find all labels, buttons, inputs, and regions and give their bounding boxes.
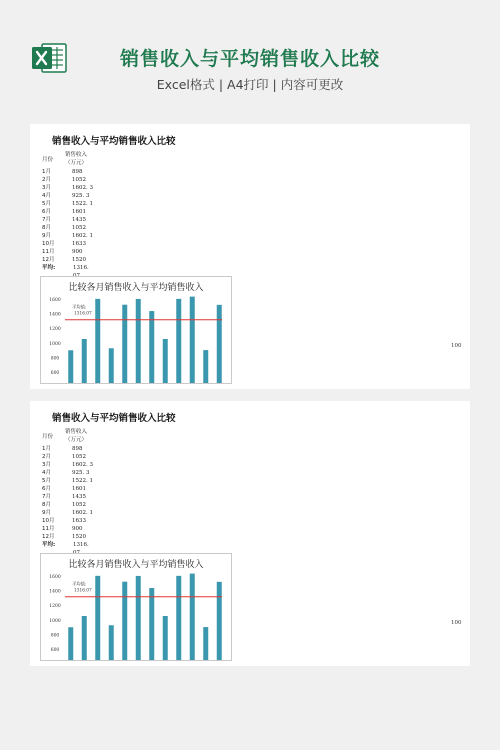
month-cell: 3月 [42,185,51,191]
revenue-cell: 898 [72,169,83,175]
bar [109,625,114,660]
revenue-cell: 1602. 3 [72,185,93,191]
y-tick-label: 800 [50,356,60,362]
month-cell: 5月 [42,201,51,207]
table-row [42,533,94,541]
y-tick-label: 1400 [49,312,61,318]
table-row [42,501,94,509]
month-cell: 8月 [42,225,51,231]
column-header-revenue: 销售收入（万元） [64,152,87,166]
month-cell: 6月 [42,209,51,215]
revenue-cell: 900 [72,526,83,532]
table-row [42,509,94,517]
side-number: 100 [451,620,462,626]
sheet-title: 销售收入与平均销售收入比较 [52,413,176,424]
chart-title: 比较各月销售收入与平均销售收入 [68,283,204,293]
month-cell: 10月 [42,518,55,524]
page-header [0,0,500,110]
month-cell: 8月 [42,502,51,508]
month-cell: 2月 [42,454,51,460]
table-row [42,469,94,477]
chart-title: 比较各月销售收入与平均销售收入 [68,560,204,570]
revenue-cell: 1052 [72,225,86,231]
month-cell: 5月 [42,478,51,484]
revenue-cell: 1052 [72,177,86,183]
bar-chart [40,553,232,661]
column-header-month: 月份 [42,157,54,163]
month-cell: 1月 [42,169,51,175]
table-row [42,256,94,264]
revenue-cell: 1633 [72,241,86,247]
month-cell: 2月 [42,177,51,183]
table-row [42,168,94,176]
bar [176,576,181,660]
revenue-cell: 1633 [72,518,86,524]
month-cell: 4月 [42,470,51,476]
table-row [42,208,94,216]
bar [163,339,168,383]
bar [68,350,73,383]
average-value: 1316. [73,542,89,548]
revenue-cell: 1520 [72,257,86,263]
revenue-cell: 1520 [72,534,86,540]
table-row [42,216,94,224]
bar [190,574,195,660]
table-row [42,461,94,469]
page-subtitle: Excel格式 | A4打印 | 内容可更改 [156,77,344,92]
average-label: 平均: [42,542,56,548]
month-cell: 1月 [42,446,51,452]
revenue-cell: 1602. 3 [72,462,93,468]
average-row [42,541,94,549]
y-tick-label: 600 [50,371,60,376]
y-tick-label: 1400 [49,589,61,595]
table-row [42,232,94,240]
month-cell: 9月 [42,233,51,239]
chart-svg [41,554,231,660]
y-tick-label: 800 [50,633,60,639]
month-cell: 12月 [42,257,55,263]
bar [203,627,208,660]
revenue-cell: 1435 [72,494,86,500]
revenue-cell: 1602. 1 [72,510,93,516]
table-row [42,184,94,192]
month-cell: 4月 [42,193,51,199]
average-line-label: 平均值: [72,582,87,588]
revenue-cell: 1052 [72,454,86,460]
average-line-value: 1316.07 [74,311,92,317]
average-line-label: 平均值: [72,305,87,311]
revenue-cell: 925. 3 [72,193,90,199]
bar [190,297,195,383]
average-value: 1316. [73,265,89,271]
revenue-cell: 1435 [72,217,86,223]
revenue-cell: 1522. 1 [72,478,93,484]
revenue-cell: 900 [72,249,83,255]
bar [122,305,127,383]
bar [149,588,154,660]
table-row [42,176,94,184]
month-cell: 6月 [42,486,51,492]
table-row [42,517,94,525]
month-cell: 9月 [42,510,51,516]
revenue-cell: 1522. 1 [72,201,93,207]
table-row [42,525,94,533]
data-rows [42,445,94,549]
month-cell: 3月 [42,462,51,468]
table-row [42,485,94,493]
table-row [42,493,94,501]
month-cell: 7月 [42,217,51,223]
bar [217,305,222,383]
table-row [42,224,94,232]
table-row [42,445,94,453]
y-tick-label: 1000 [49,618,61,624]
bar [136,299,141,383]
bar [82,339,87,383]
side-number: 100 [451,343,462,349]
sheet-preview [30,401,470,666]
revenue-cell: 1601 [72,486,86,492]
table-row [42,240,94,248]
bar [95,299,100,383]
page-title: 销售收入与平均销售收入比较 [119,48,380,70]
y-tick-label: 1200 [49,327,61,333]
revenue-cell: 1052 [72,502,86,508]
revenue-cell: 898 [72,446,83,452]
month-cell: 7月 [42,494,51,500]
average-row [42,264,94,272]
table-row [42,200,94,208]
bar [109,348,114,383]
bar [122,582,127,660]
month-cell: 12月 [42,534,55,540]
bar [149,311,154,383]
data-rows [42,168,94,272]
table-row [42,192,94,200]
bar [136,576,141,660]
bar [176,299,181,383]
bar [217,582,222,660]
column-header-revenue: 销售收入（万元） [64,429,87,443]
month-cell: 10月 [42,241,55,247]
bar [163,616,168,660]
table-row [42,453,94,461]
bar [68,627,73,660]
bar [203,350,208,383]
y-tick-label: 1200 [49,604,61,610]
chart-svg [41,277,231,383]
revenue-cell: 925. 3 [72,470,90,476]
y-tick-label: 600 [50,648,60,653]
y-tick-label: 1600 [49,575,61,580]
bar [95,576,100,660]
average-line-value: 1316.07 [74,588,92,594]
revenue-cell: 1601 [72,209,86,215]
revenue-cell: 1602. 1 [72,233,93,239]
bar-chart [40,276,232,384]
month-cell: 11月 [42,249,55,255]
bar [82,616,87,660]
table-row [42,477,94,485]
y-tick-label: 1600 [49,298,61,303]
column-header-month: 月份 [42,434,54,440]
average-label: 平均: [42,265,56,271]
y-tick-label: 1000 [49,341,61,347]
sheet-preview [30,124,470,389]
sheet-title: 销售收入与平均销售收入比较 [52,136,176,147]
month-cell: 11月 [42,526,55,532]
table-row [42,248,94,256]
